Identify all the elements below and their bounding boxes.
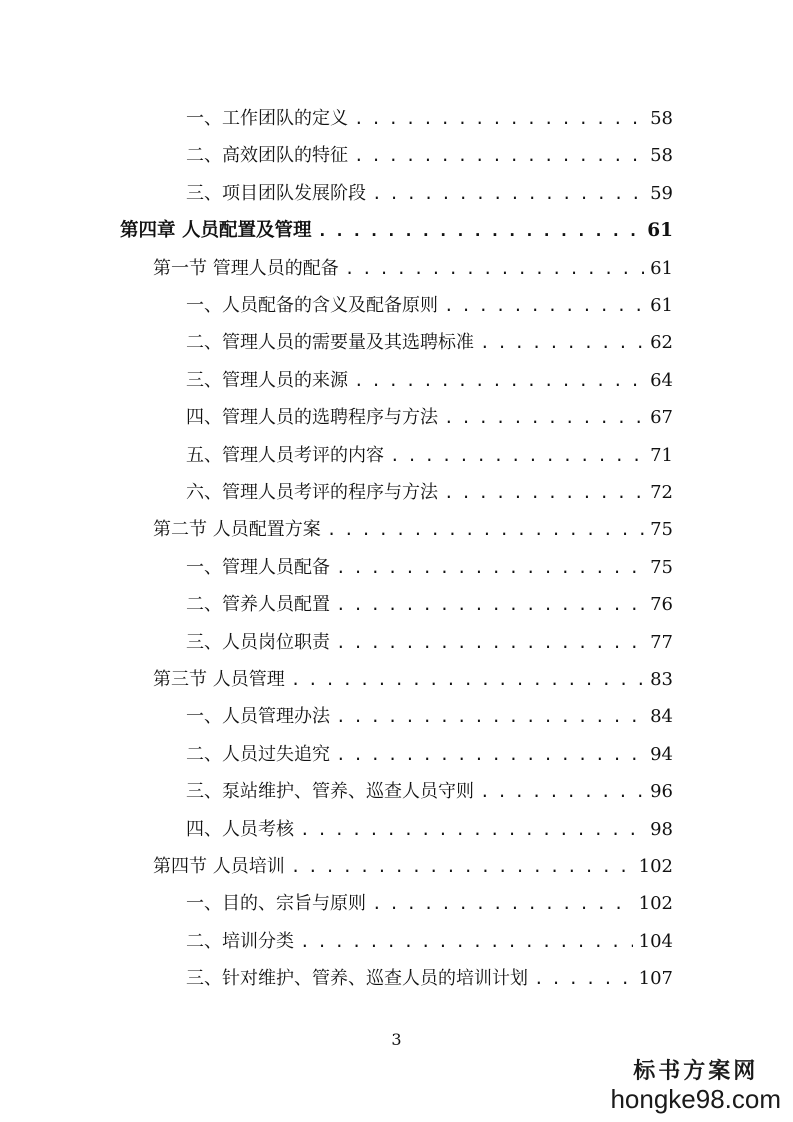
toc-entry-page: 102 xyxy=(638,856,673,877)
toc-dot-leader xyxy=(317,212,641,249)
toc-entry-item xyxy=(186,960,673,997)
toc-dot-leader xyxy=(444,399,644,436)
toc-entry-page: 77 xyxy=(650,631,673,653)
toc-entry-page: 61 xyxy=(647,220,673,242)
toc-dot-leader xyxy=(354,362,644,399)
toc-entry-item xyxy=(186,698,673,735)
toc-dot-leader xyxy=(534,960,633,997)
toc-entry-label: 第二节 人员配置方案 xyxy=(153,519,321,541)
toc-entry-label: 第四节 人员培训 xyxy=(153,856,285,877)
toc-entry-item xyxy=(186,586,673,623)
toc-entry-label: 第一节 管理人员的配备 xyxy=(153,257,339,279)
toc-entry-label: 一、工作团队的定义 xyxy=(186,108,348,129)
toc-dot-leader xyxy=(390,437,644,474)
toc-entry-label: 一、管理人员配备 xyxy=(186,556,330,578)
watermark-en-text: hongke98.com xyxy=(610,1084,781,1114)
toc-entry-page: 84 xyxy=(650,706,673,728)
toc-entry-page: 62 xyxy=(650,332,673,354)
toc-entry-page: 98 xyxy=(650,818,673,840)
toc-entry-item xyxy=(186,811,673,848)
toc-entry-item xyxy=(186,175,673,212)
toc-entry-label: 四、管理人员的选聘程序与方法 xyxy=(186,407,438,429)
toc-dot-leader xyxy=(291,661,644,698)
toc-entry-label: 三、管理人员的来源 xyxy=(186,369,348,391)
toc-entry-page: 58 xyxy=(650,108,673,129)
toc-entry-label: 三、泵站维护、管养、巡查人员守则 xyxy=(186,781,474,803)
toc-entry-page: 59 xyxy=(650,182,673,204)
toc-entry-item xyxy=(186,137,673,174)
toc-dot-leader xyxy=(480,324,644,361)
toc-entry-page: 75 xyxy=(650,519,673,541)
toc-dot-leader xyxy=(336,549,644,586)
toc-dot-leader xyxy=(372,175,644,212)
toc-entry-label: 五、管理人员考评的内容 xyxy=(186,444,384,466)
toc-entry-item xyxy=(186,624,673,661)
toc-entry-page: 102 xyxy=(638,893,673,915)
toc-dot-leader xyxy=(444,474,644,511)
toc-entry-page: 75 xyxy=(650,556,673,578)
toc-dot-leader xyxy=(336,624,644,661)
toc-entry-page: 96 xyxy=(650,781,673,803)
toc-entry-page: 72 xyxy=(650,482,673,503)
toc-entry-item xyxy=(186,923,673,960)
toc-entry-section xyxy=(153,250,673,287)
toc-entry-label: 二、管理人员的需要量及其选聘标准 xyxy=(186,332,474,354)
toc-entry-label: 三、针对维护、管养、巡查人员的培训计划 xyxy=(186,968,528,990)
toc-entry-item xyxy=(186,773,673,810)
toc-entry-item xyxy=(186,549,673,586)
toc-entry-page: 107 xyxy=(638,968,673,990)
toc-dot-leader xyxy=(336,586,644,623)
toc-entry-page: 76 xyxy=(650,594,673,616)
toc-entry-page: 104 xyxy=(638,930,673,952)
toc-dot-leader xyxy=(345,250,644,287)
toc-entry-page: 61 xyxy=(650,295,673,316)
toc-dot-leader xyxy=(354,137,644,174)
watermark-cn-text: 标书方案网 xyxy=(633,1058,759,1084)
toc-entry-page: 64 xyxy=(650,369,673,391)
toc-entry-item xyxy=(186,324,673,361)
toc-entry-section xyxy=(153,661,673,698)
toc-entry-label: 二、管养人员配置 xyxy=(186,594,330,616)
toc-entry-label: 一、人员管理办法 xyxy=(186,706,330,728)
toc-dot-leader xyxy=(444,287,644,324)
toc-entry-page: 67 xyxy=(650,407,673,429)
toc-dot-leader xyxy=(336,736,644,773)
toc-entry-item xyxy=(186,287,673,324)
toc-entry-page: 58 xyxy=(650,145,673,167)
toc-entry-label: 二、人员过失追究 xyxy=(186,743,330,765)
toc-entry-page: 61 xyxy=(650,257,673,279)
toc-entry-label: 三、人员岗位职责 xyxy=(186,631,330,653)
toc-entry-label: 一、目的、宗旨与原则 xyxy=(186,893,366,915)
toc-entry-label: 二、高效团队的特征 xyxy=(186,145,348,167)
toc-entry-item xyxy=(186,885,673,922)
toc-dot-leader xyxy=(372,885,633,922)
toc-dot-leader xyxy=(300,923,633,960)
toc-entry-label: 一、人员配备的含义及配备原则 xyxy=(186,295,438,316)
toc-entry-item xyxy=(186,100,673,137)
toc-entry-item xyxy=(186,399,673,436)
toc-entry-label: 二、培训分类 xyxy=(186,930,294,952)
toc-entry-label: 第四章 人员配置及管理 xyxy=(120,220,312,242)
toc-entry-label: 第三节 人员管理 xyxy=(153,669,285,690)
toc-entry-item xyxy=(186,736,673,773)
toc-dot-leader xyxy=(300,811,644,848)
toc-dot-leader xyxy=(354,100,644,137)
toc-entry-item xyxy=(186,362,673,399)
toc-entry-item xyxy=(186,437,673,474)
toc-dot-leader xyxy=(327,511,644,548)
watermark-logo xyxy=(610,1058,781,1114)
toc-entry-section xyxy=(153,511,673,548)
toc-entry-label: 四、人员考核 xyxy=(186,818,294,840)
toc-entry-label: 六、管理人员考评的程序与方法 xyxy=(186,482,438,503)
toc-entry-page: 83 xyxy=(650,669,673,690)
toc-entry-chapter xyxy=(120,212,673,249)
toc-entry-section xyxy=(153,848,673,885)
page-number: 3 xyxy=(391,1030,402,1049)
toc-dot-leader xyxy=(336,698,644,735)
toc-entry-page: 94 xyxy=(650,743,673,765)
toc-dot-leader xyxy=(480,773,644,810)
toc-entry-page: 71 xyxy=(650,444,673,466)
toc-dot-leader xyxy=(291,848,633,885)
toc-entry-label: 三、项目团队发展阶段 xyxy=(186,182,366,204)
toc-entry-item xyxy=(186,474,673,511)
